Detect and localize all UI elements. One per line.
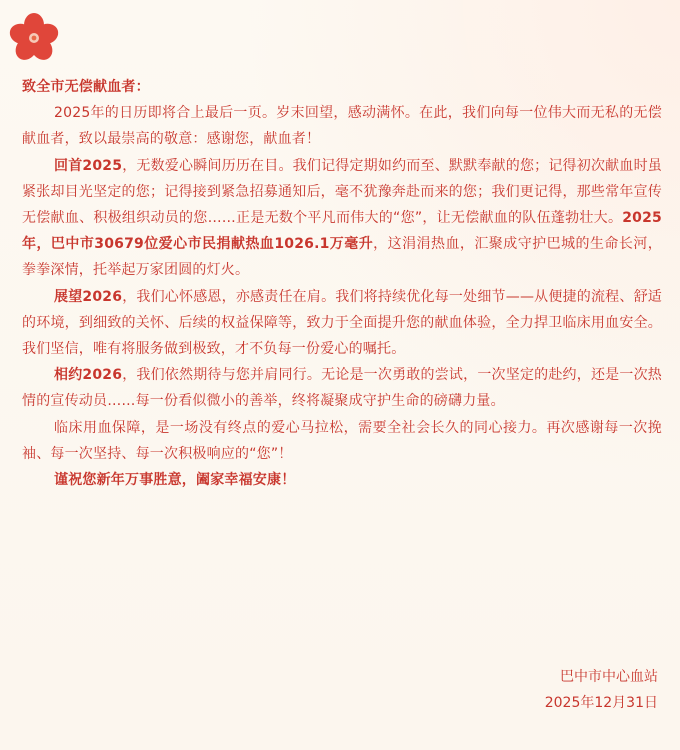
paragraph-lead: 相约2026 [54, 367, 123, 384]
paragraph-text: ，我们心怀感恩，亦感责任在肩。我们将持续优化每一处细节——从便捷的流程、舒适的环境，到细致的关怀、后续的权益保障等，致力于全面提升您的献血体验，全力捍卫临床用血安全。我们坚信，唯有将服务做到极致，才不负每一份爱心的嘱托。 [22, 288, 662, 358]
letter-body [22, 74, 662, 493]
paragraph-intro: 2025年的日历即将合上最后一页。岁末回望，感动满怀。在此，我们向每一位伟大而无私的无偿献血者，致以最崇高的敬意：感谢您，献血者！ [22, 105, 662, 148]
salutation: 致全市无偿献血者： [22, 79, 150, 95]
paragraph-lead: 回首2025 [54, 157, 123, 174]
paragraph-together-2026 [22, 362, 662, 414]
paragraph-review-2025 [22, 153, 662, 284]
red-flower-icon [6, 10, 62, 66]
signature-date: 2025年12月31日 [544, 695, 658, 711]
paragraph-text: ，我们依然期待与您并肩同行。无论是一次勇敢的尝试，一次坚定的赴约，还是一次热情的宣传动员……每一份看似微小的善举，终将凝聚成守护生命的磅礴力量。 [22, 367, 662, 410]
paragraph-outlook-2026 [22, 284, 662, 363]
signature-block [545, 664, 658, 716]
paragraph-lead: 展望2026 [54, 288, 123, 305]
paragraph-tail: ，这涓涓热血，汇聚成守护巴城的生命长河，拳拳深情，托举起万家团圆的灯火。 [22, 236, 662, 279]
paragraph-thanks: 临床用血保障，是一场没有终点的爱心马拉松，需要全社会长久的同心接力。再次感谢每一次挽袖、每一次坚持、每一次积极响应的“您”！ [22, 419, 662, 462]
signature-org: 巴中市中心血站 [560, 669, 658, 685]
donation-highlight: 2025年，巴中市30679位爱心市民捐献热血1026.1万毫升 [22, 210, 662, 253]
closing-wishes: 谨祝您新年万事胜意，阖家幸福安康！ [54, 472, 296, 489]
paragraph-text: ，无数爱心瞬间历历在目。我们记得定期如约而至、默默奉献的您；记得初次献血时虽紧张却目光坚定的您；记得接到紧急招募通知后，毫不犹豫奔赴而来的您；我们更记得，那些常年宣传无偿献血、积极组织动员的您……正是无数个平凡而伟大的“您”，让无偿献血的队伍蓬勃壮大。 [22, 157, 662, 227]
